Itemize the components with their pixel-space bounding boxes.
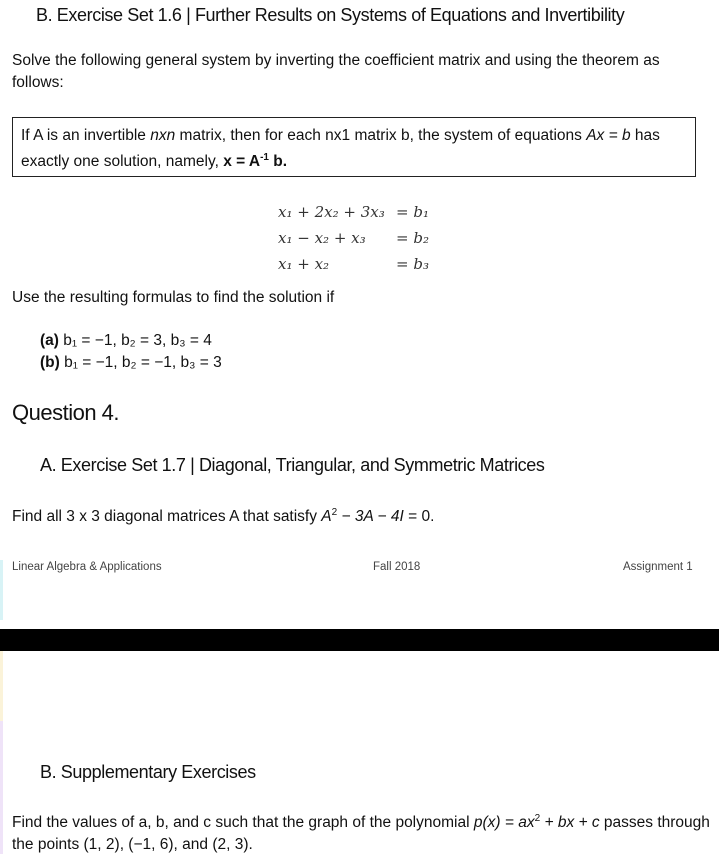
theorem-box bbox=[12, 117, 696, 177]
theorem-text: If A is an invertible nxn matrix, then for each nx1 matrix b, the system of equations Ax = b has exactly one solution, namely, $x = A^{-1}$ b. bbox=[21, 127, 660, 171]
polynomial-prompt: Find the values of a, b, and c such that the graph of the polynomial $p(x) = ax^2$ + bx + c passes through the points (1, 2), (−1, 6), and (2, 3). bbox=[12, 813, 710, 854]
section-heading-1-6: B. Exercise Set 1.6 | Further Results on Systems of Equations and Invertibility bbox=[36, 5, 625, 25]
parts-list bbox=[40, 332, 340, 376]
equation-row-1-rhs: = b₁ bbox=[396, 203, 429, 221]
equation-row-2-lhs: x₁ − x₂ + x₃ bbox=[278, 229, 366, 247]
left-gutter-mid bbox=[0, 651, 3, 721]
footer-course: Linear Algebra & Applications bbox=[12, 561, 162, 573]
diagonal-prompt: Find all 3 x 3 diagonal matrices A that satisfy $A^2 - 3A - 4I = 0$. bbox=[12, 507, 435, 526]
footer-term: Fall 2018 bbox=[373, 561, 421, 573]
footer-assignment: Assignment 1 bbox=[623, 561, 693, 573]
section-heading-1-7: A. Exercise Set 1.7 | Diagonal, Triangular, and Symmetric Matrices bbox=[40, 455, 545, 475]
section-heading-supplementary: B. Supplementary Exercises bbox=[40, 762, 256, 782]
equation-row-2-rhs: = b₂ bbox=[396, 229, 429, 247]
page-break-bar bbox=[0, 629, 719, 651]
equation-row-3-rhs: = b₃ bbox=[396, 255, 429, 273]
equation-row-1-lhs: x₁ + 2x₂ + 3x₃ bbox=[278, 203, 385, 221]
left-gutter-bottom bbox=[0, 721, 3, 854]
equation-row-3-lhs: x₁ + x₂ bbox=[278, 255, 330, 273]
equation-system bbox=[278, 203, 448, 277]
part-a: (a) b₁ = −1, b₂ = 3, b₃ = 4 bbox=[40, 332, 212, 349]
part-b: (b) b₁ = −1, b₂ = −1, b₃ = 3 bbox=[40, 354, 222, 371]
question-4-title: Question 4. bbox=[12, 400, 120, 425]
left-gutter-top bbox=[0, 560, 3, 620]
use-formulas-text: Use the resulting formulas to find the solution if bbox=[12, 289, 335, 306]
instruction-text: Solve the following general system by inverting the coefficient matrix and using the theorem as follows: bbox=[12, 52, 660, 91]
